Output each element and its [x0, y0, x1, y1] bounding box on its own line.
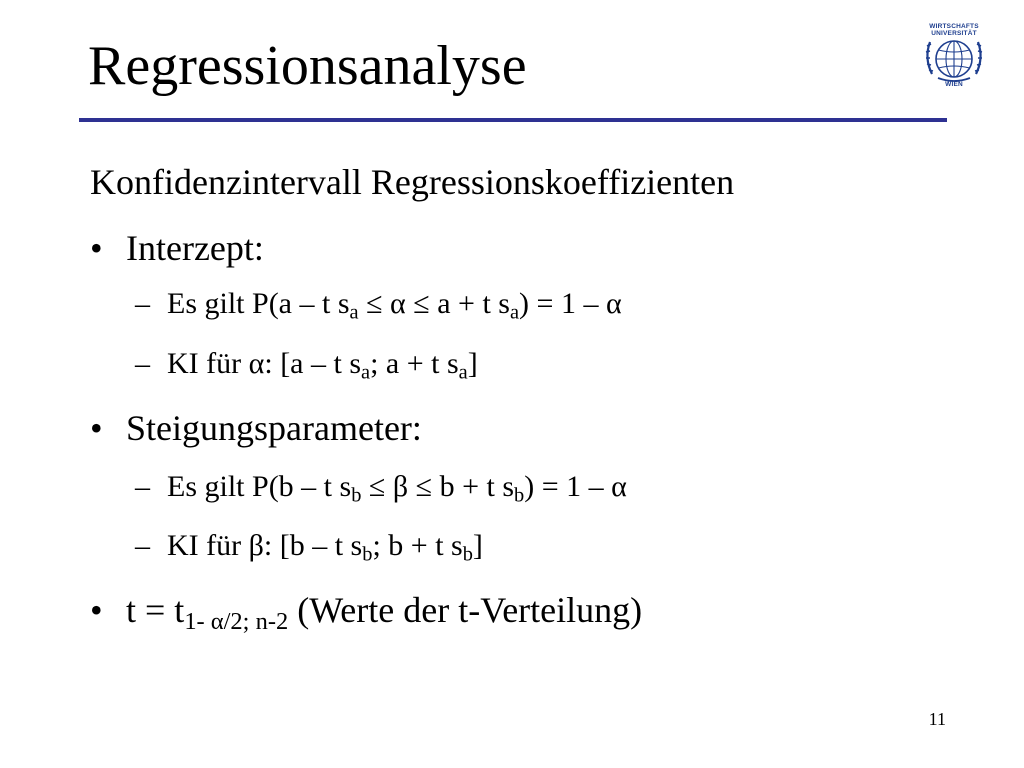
formula-part: ]	[467, 347, 478, 380]
bullet-dot-icon: •	[90, 408, 103, 448]
bullet-dot-icon: •	[90, 590, 103, 630]
bullet-dot-icon: •	[90, 228, 103, 268]
formula-part: t = t	[126, 590, 185, 630]
dash-icon: –	[135, 470, 150, 503]
formula-part: ]	[472, 529, 483, 562]
slide-title: Regressionsanalyse	[88, 35, 527, 97]
logo-text-line3: WIEN	[945, 81, 963, 88]
bullet-steigungsparameter	[90, 406, 422, 450]
formula-part: ) = 1 – α	[519, 287, 622, 320]
formula-part: Es gilt P(a – t s	[167, 287, 350, 320]
formula-subscript: 1- α/2; n-2	[184, 607, 289, 635]
formula-part: (Werte der t-Verteilung)	[288, 590, 643, 630]
formula-part: ≤ β ≤ b + t s	[361, 470, 515, 503]
page-number: 11	[928, 709, 946, 729]
bullet-t-value	[90, 588, 643, 635]
formula-subscript: b	[351, 484, 362, 507]
dash-icon: –	[135, 529, 150, 562]
formula-subscript: b	[462, 543, 473, 566]
formula-part: ; b + t s	[372, 529, 463, 562]
formula-subscript: a	[361, 361, 371, 384]
bullet-label: Steigungsparameter:	[126, 408, 422, 448]
university-logo	[918, 22, 990, 88]
dash-icon: –	[135, 287, 150, 320]
logo-text-line2: UNIVERSITÄT	[931, 30, 977, 37]
bullet-label: Interzept:	[126, 228, 264, 268]
formula-part: ≤ α ≤ a + t s	[358, 287, 510, 320]
formula-subscript: a	[458, 361, 468, 384]
formula-subscript: b	[514, 484, 525, 507]
sub-bullet-interzept-interval	[135, 345, 478, 383]
sub-bullet-steigung-interval	[135, 527, 483, 565]
formula-part: KI für α: [a – t s	[167, 347, 362, 380]
formula-part: Es gilt P(b – t s	[167, 470, 352, 503]
sub-bullet-steigung-probability	[135, 468, 627, 506]
formula-part: KI für β: [b – t s	[167, 529, 363, 562]
formula-subscript: a	[349, 301, 359, 324]
bullet-interzept	[90, 226, 264, 270]
formula-part: ; a + t s	[370, 347, 459, 380]
sub-bullet-interzept-probability	[135, 285, 622, 323]
formula-subscript: a	[509, 301, 520, 324]
logo-text-line1: WIRTSCHAFTS	[929, 23, 979, 30]
title-underline	[79, 118, 947, 122]
dash-icon: –	[135, 347, 150, 380]
section-subheading: Konfidenzintervall Regressionskoeffizienten	[90, 162, 735, 202]
formula-subscript: b	[362, 543, 373, 566]
formula-part: ) = 1 – α	[524, 470, 627, 503]
